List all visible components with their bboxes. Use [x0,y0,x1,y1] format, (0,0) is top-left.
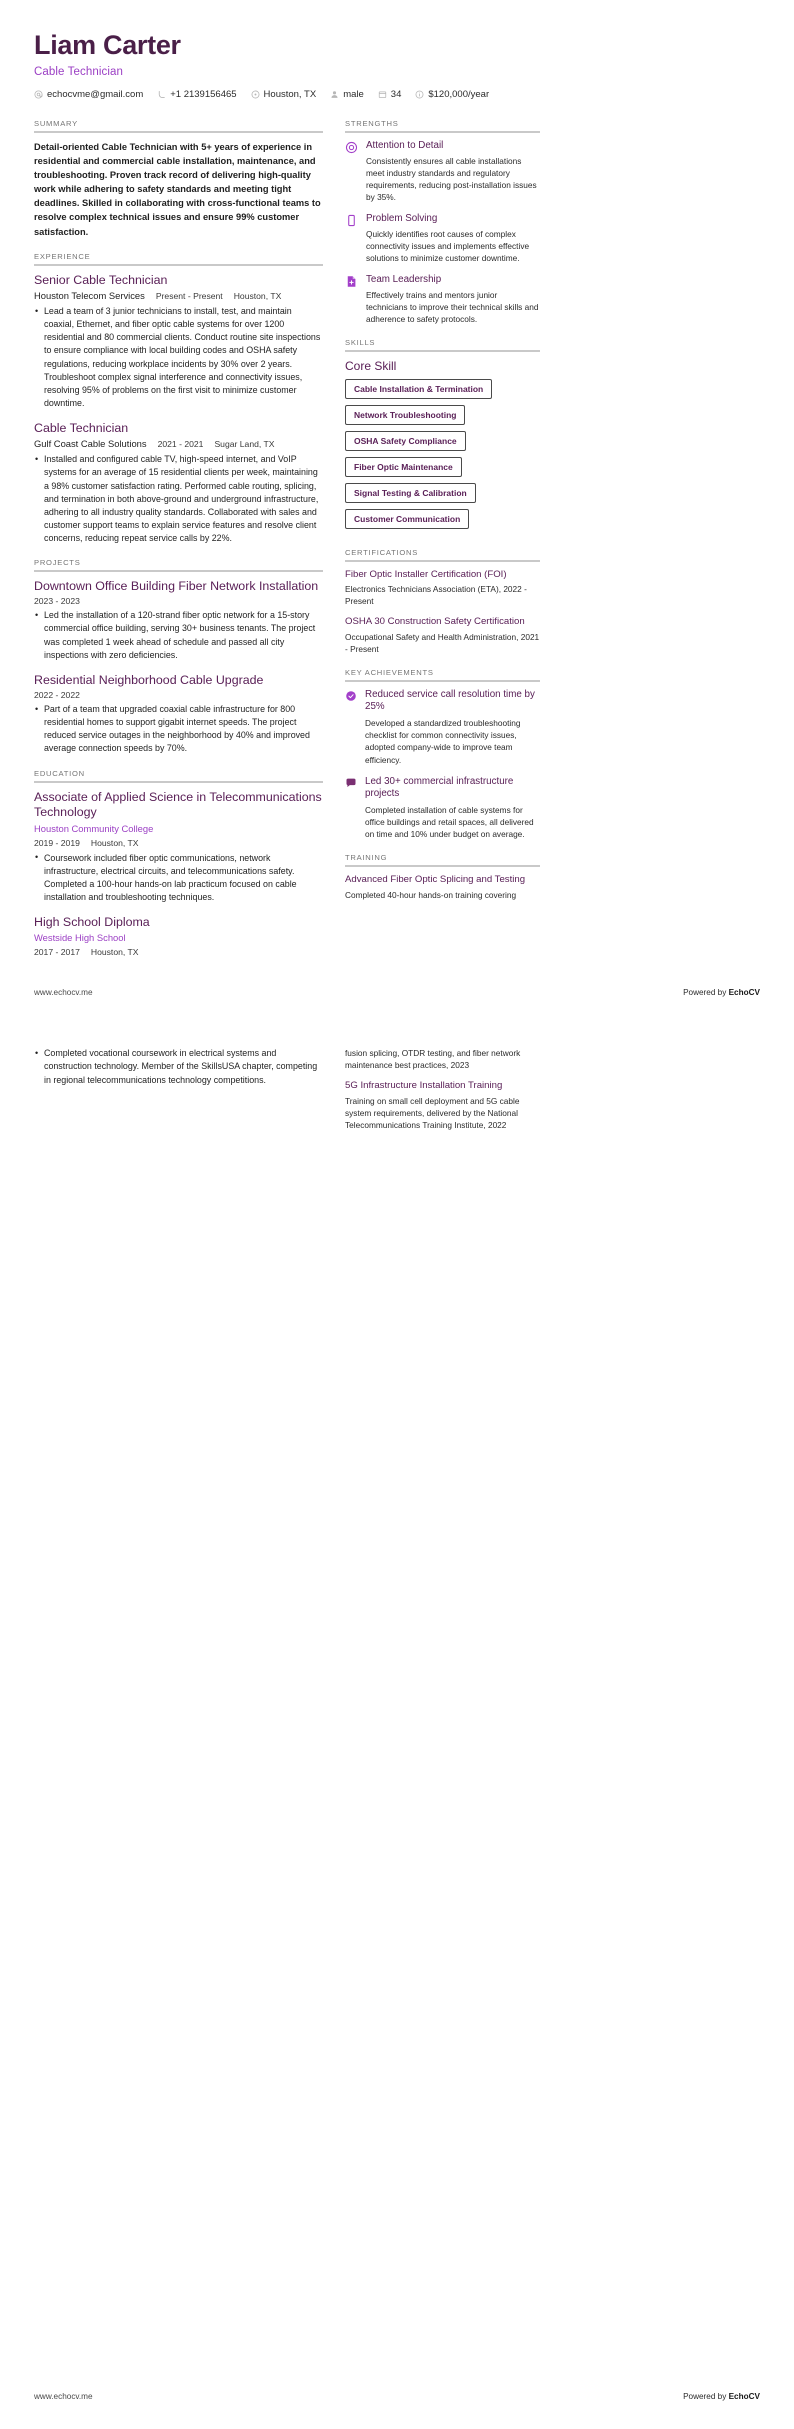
education-org[interactable]: Houston Community College [34,822,154,834]
location-icon [251,90,260,99]
achievement-title: Reduced service call resolution time by 25% [365,688,535,713]
left-column-page2 [34,1047,323,1089]
achievement-item [345,689,540,766]
education-dates: 2017 - 2017 [34,947,80,958]
certification-title: OSHA 30 Construction Safety Certification [345,616,525,628]
project-dates: 2022 - 2022 [34,690,80,701]
page-footer [34,2380,760,2415]
section-rule [34,781,323,783]
experience-entry [34,421,323,545]
contact-salary [415,89,489,100]
section-skills [345,338,540,535]
education-location: Houston, TX [90,947,139,958]
resume-page-1 [0,0,794,1011]
achievement-title: Led 30+ commercial infrastructure projects [365,775,514,800]
strength-item [345,140,540,203]
skill-tag[interactable]: Customer Communication [345,509,469,529]
experience-location: Sugar Land, TX [214,439,275,450]
section-projects [34,558,323,756]
training-item-continued [345,1047,540,1071]
training-item [345,874,540,900]
education-bullets [34,852,323,904]
section-label-training: TRAINING [345,853,388,863]
section-education [34,769,323,958]
resume-columns [34,119,760,970]
strength-title: Team Leadership [366,274,442,286]
section-label-summary: SUMMARY [34,118,78,128]
contact-location-value: Houston, TX [263,88,317,100]
experience-title: Senior Cable Technician [34,272,168,287]
experience-title: Cable Technician [34,420,129,435]
resume-header [34,30,760,104]
skill-tag[interactable]: Signal Testing & Calibration [345,483,476,503]
contact-row [34,89,760,100]
project-entry [34,579,323,662]
left-column [34,119,323,970]
page-title: Liam Carter [34,30,181,60]
strength-desc: Effectively trains and mentors junior technicians to improve their technical skills and adherence to safety protocols. [366,289,539,325]
footer-url[interactable]: www.echocv.me [34,2392,93,2402]
education-meta [34,932,323,943]
section-rule [34,264,323,266]
education-bullets-continued [34,1047,323,1086]
person-icon [330,90,339,99]
contact-gender-value: male [343,88,364,100]
experience-bullets [34,305,323,410]
skill-tag[interactable]: Fiber Optic Maintenance [345,457,462,477]
education-title: Associate of Applied Science in Telecommunications Technology [34,789,322,820]
contact-email-value: echocvme@gmail.com [47,88,144,100]
project-bullets [34,703,323,755]
training-title: Advanced Fiber Optic Splicing and Testing [345,874,526,886]
phone-icon [157,90,166,99]
education-meta-dates [34,947,323,957]
footer-powered-by [683,2392,760,2401]
file-plus-icon [345,275,358,288]
list-item: • Part of a team that upgraded coaxial cable infrastructure for 800 residential homes to support gigabit internet speeds. The project reduced service outages in the neighborhood by 40% and improved average connection speeds by 70%. [34,703,323,755]
section-rule [34,131,323,133]
strength-desc: Quickly identifies root causes of complex connectivity issues and implements effective solutions to minimize customer downtime. [366,228,530,263]
contact-age-value: 34 [390,88,402,100]
section-rule [345,865,540,867]
email-icon [34,90,43,99]
footer-powered-prefix: Powered by [683,2392,729,2402]
skill-tag[interactable]: Cable Installation & Termination [345,379,492,399]
education-meta [34,823,323,834]
certification-title: Fiber Optic Installer Certification (FOI) [345,569,507,581]
strength-item [345,213,540,264]
certification-item [345,616,540,654]
right-column [345,119,540,914]
contact-location [251,89,317,100]
training-item [345,1080,540,1131]
project-title: Downtown Office Building Fiber Network Installation [34,578,319,593]
section-label-experience: EXPERIENCE [34,251,91,261]
contact-phone[interactable] [157,89,236,100]
project-dates: 2023 - 2023 [34,596,80,607]
section-strengths [345,119,540,325]
training-desc-continued: fusion splicing, OTDR testing, and fiber network maintenance best practices, 2023 [345,1048,521,1071]
page-footer [34,976,760,1011]
list-item: • Led the installation of a 120-strand fiber optic network for a 15-story commercial office building, serving 30+ business tenants. The project was completed 1 week ahead of schedule and passed all city inspections with zero deficiencies. [34,609,323,661]
education-title: High School Diploma [34,914,150,929]
project-bullets [34,609,323,661]
summary-text: Detail-oriented Cable Technician with 5+ years of experience in residential and commercial cable installation, maintenance, and troubleshooting. Proven track record of delivering high-quality work while adhering to safety standards and meeting tight deadlines. Skilled in collaborating with cross-functional teams to resolve complex technical issues and ensure 99% customer satisfaction. [34,141,321,237]
info-icon [415,90,424,99]
achievement-desc: Developed a standardized troubleshooting checklist for common connectivity issues, adopted company-wide to improve team efficiency. [365,718,521,765]
education-org[interactable]: Westside High School [34,932,126,944]
experience-org: Gulf Coast Cable Solutions [34,438,147,450]
education-entry [34,790,323,904]
education-dates: 2019 - 2019 [34,837,80,848]
strength-title: Attention to Detail [366,139,444,151]
strength-title: Problem Solving [366,213,438,225]
training-title: 5G Infrastructure Installation Training [345,1080,503,1092]
training-desc: Training on small cell deployment and 5G cable system requirements, delivered by the National Telecommunications Training Institute, 2022 [345,1095,520,1130]
experience-entry [34,273,323,410]
section-rule [34,570,323,572]
section-training [345,853,540,900]
certification-item [345,569,540,607]
section-summary [34,119,323,239]
education-meta-dates [34,838,323,848]
section-label-strengths: STRENGTHS [345,118,399,128]
training-desc: Completed 40-hour hands-on training covering [345,889,517,900]
section-experience [34,252,323,545]
strength-desc: Consistently ensures all cable installations meet industry standards and regulatory requirements, reducing post-installation issues by 35%. [366,155,537,202]
check-circle-icon [345,690,357,702]
experience-bullets [34,453,323,545]
section-certifications [345,548,540,655]
section-label-projects: PROJECTS [34,557,81,567]
page-break [0,1011,794,1029]
list-item: • Installed and configured cable TV, high-speed internet, and VoIP systems for an average of 15 residential clients per week, maintaining a 98% customer satisfaction rating. Performed cable routing, splicing, and termination in both above-ground and underground infrastructure, adhering to all industry quality standards. Collaborated with sales and customer support teams to explain service features and resolve client concerns, reducing repeat service calls by 22%. [34,453,323,545]
contact-gender [330,89,364,100]
experience-meta [34,290,323,301]
device-icon [345,214,358,227]
section-label-key-achievements: KEY ACHIEVEMENTS [345,667,434,677]
list-item: • Lead a team of 3 junior technicians to install, test, and maintain coaxial, Ethernet, and fiber optic cable systems for over 1200 residential and 80 commercial clients. Conduct routine site inspections to ensure compliance with local building codes and OSHA safety regulations, reducing workplace incidents by 30% over 2 years. Troubleshoot complex signal interference and connectivity issues, resolving 95% of problems on the first visit to minimize customer downtime. [34,305,323,410]
certification-desc: Electronics Technicians Association (ETA), 2022 - Present [345,584,527,607]
footer-url[interactable]: www.echocv.me [34,988,93,998]
footer-powered-by [683,988,760,997]
skill-tag[interactable]: OSHA Safety Compliance [345,431,466,451]
project-entry [34,673,323,756]
target-icon [345,141,358,154]
footer-brand-name: EchoCV [728,2392,760,2402]
right-column-page2 [345,1047,540,1140]
footer-powered-prefix: Powered by [683,988,729,998]
section-rule [345,131,540,133]
experience-dates: 2021 - 2021 [157,439,204,450]
section-label-education: EDUCATION [34,768,85,778]
contact-age [378,89,402,100]
list-item: • Coursework included fiber optic communications, network infrastructure, electrical circuits, and telecommunications safety. Completed a 100-hour hands-on lab practicum focused on cable installation and troubleshooting techniques. [34,852,323,904]
resume-page-2 [0,1029,794,2429]
contact-email[interactable] [34,89,143,100]
section-rule [345,680,540,682]
footer-brand-name: EchoCV [728,988,760,998]
project-title: Residential Neighborhood Cable Upgrade [34,672,264,687]
skill-tag-list [345,379,540,535]
section-label-skills: SKILLS [345,338,376,348]
strength-item [345,274,540,325]
experience-location: Houston, TX [233,291,282,302]
calendar-icon [378,90,387,99]
experience-org: Houston Telecom Services [34,290,145,302]
skills-heading: Core Skill [345,359,397,374]
certification-desc: Occupational Safety and Health Administration, 2021 - Present [345,631,540,654]
contact-phone-value: +1 2139156465 [170,88,237,100]
experience-dates: Present - Present [155,291,223,302]
skill-tag[interactable]: Network Troubleshooting [345,405,465,425]
job-title-subtitle: Cable Technician [34,65,123,78]
section-key-achievements [345,668,540,841]
chat-icon [345,777,357,789]
achievement-item [345,776,540,841]
section-label-certifications: CERTIFICATIONS [345,548,419,558]
resume-columns-page2 [34,1047,760,1140]
experience-meta [34,438,323,449]
contact-salary-value: $120,000/year [428,88,490,100]
education-location: Houston, TX [90,837,139,848]
section-rule [345,350,540,352]
achievement-desc: Completed installation of cable systems for office buildings and retail spaces, all delivered on time and 10% under budget on average. [365,805,534,840]
list-item: • Completed vocational coursework in electrical systems and construction technology. Member of the SkillsUSA chapter, competing in regional telecommunications technology competitions. [34,1047,323,1086]
education-entry [34,915,323,958]
section-rule [345,560,540,562]
